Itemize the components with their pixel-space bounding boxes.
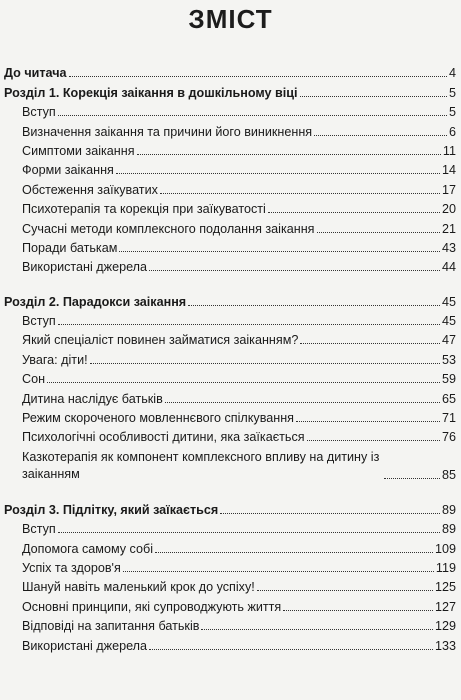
toc-entry[interactable] [4, 217, 456, 236]
toc-page-number: 129 [434, 619, 456, 634]
dot-leader [300, 96, 447, 97]
toc-entry[interactable] [4, 426, 456, 445]
toc-entry[interactable] [4, 329, 456, 348]
toc-entry[interactable] [4, 615, 456, 634]
toc-entry-label: Психологічні особливості дитини, яка заїкається [22, 430, 305, 445]
toc-page-number: 21 [441, 221, 456, 236]
toc-entry-label: Психотерапія та корекція при заїкуватості [22, 202, 266, 217]
toc-page-number: 4 [448, 66, 456, 81]
toc-entry-label: Допомога самому собі [22, 541, 153, 556]
toc-entry[interactable] [4, 310, 456, 329]
toc-entry[interactable] [4, 407, 456, 426]
toc-page-number: 5 [448, 85, 456, 100]
toc-entry[interactable] [4, 237, 456, 256]
toc-page-number: 14 [441, 163, 456, 178]
toc-entry-label: Розділ 2. Парадокси заікання [4, 294, 187, 309]
toc-entry[interactable] [4, 557, 456, 576]
toc-entry[interactable] [4, 348, 456, 367]
toc-entry-label: Відповіді на запитання батьків [22, 619, 200, 634]
toc-page-number: 47 [441, 333, 456, 348]
section-gap [4, 275, 456, 290]
toc-section-3 [4, 498, 456, 653]
dot-leader [314, 135, 447, 136]
toc-page-number: 6 [448, 124, 456, 139]
toc-entry[interactable] [4, 101, 456, 120]
dot-leader [58, 115, 447, 116]
toc-page-number: 85 [441, 468, 456, 483]
dot-leader [160, 193, 440, 194]
toc-entry[interactable] [4, 368, 456, 387]
dot-leader [188, 305, 440, 306]
dot-leader [47, 382, 440, 383]
toc-entry-label: Дитина наслідує батьків [22, 391, 163, 406]
toc-entry[interactable] [4, 576, 456, 595]
toc-page-number: 59 [441, 372, 456, 387]
toc-page-number: 89 [441, 522, 456, 537]
dot-leader [300, 343, 440, 344]
toc-section-heading[interactable] [4, 290, 456, 309]
section-gap [4, 483, 456, 498]
toc-entry-label: Вступ [22, 314, 56, 329]
toc-entry-label: Використані джерела [22, 260, 148, 275]
toc-page-number: 5 [448, 105, 456, 120]
toc-section-2 [4, 290, 456, 483]
toc-page-number: 65 [441, 391, 456, 406]
toc-entry[interactable] [4, 387, 456, 406]
dot-leader [69, 76, 447, 77]
dot-leader [123, 571, 434, 572]
toc-entry-label: До читача [4, 66, 67, 81]
toc-entry-label: Обстеження заїкуватих [22, 182, 158, 197]
toc-page-number: 45 [441, 294, 456, 309]
toc-entry[interactable] [4, 634, 456, 653]
toc-page-number: 76 [441, 430, 456, 445]
toc-page-number: 133 [434, 638, 456, 653]
dot-leader [58, 532, 440, 533]
toc-page-number: 109 [434, 541, 456, 556]
toc-entry[interactable] [4, 198, 456, 217]
dot-leader [283, 610, 433, 611]
toc-page-number: 20 [441, 202, 456, 217]
toc-entry-label: Сучасні методи комплексного подолання заікання [22, 221, 315, 236]
dot-leader [317, 232, 440, 233]
dot-leader [268, 212, 440, 213]
toc-page-number: 17 [441, 182, 456, 197]
toc-page-number: 45 [441, 314, 456, 329]
toc-entry-label: Форми заікання [22, 163, 114, 178]
dot-leader [165, 402, 440, 403]
toc-page-number: 127 [434, 599, 456, 614]
toc-section-1 [4, 81, 456, 275]
toc-entry-label: Сон [22, 372, 46, 387]
toc-page-number: 44 [441, 260, 456, 275]
dot-leader [307, 440, 440, 441]
toc-entry-intro[interactable] [4, 62, 456, 81]
dot-leader [149, 270, 440, 271]
toc-page-number: 119 [435, 560, 456, 575]
toc-entry-label: Який спеціаліст повинен займатися заіканням? [22, 333, 299, 348]
toc-page-number: 71 [441, 411, 456, 426]
dot-leader [116, 173, 440, 174]
toc-entry[interactable] [4, 140, 456, 159]
toc-section-heading[interactable] [4, 81, 456, 100]
toc-entry[interactable] [4, 595, 456, 614]
toc-entry[interactable] [4, 518, 456, 537]
toc-entry-label: Симптоми заікання [22, 143, 135, 158]
toc-page-number: 89 [441, 502, 456, 517]
toc-entry-label: Режим скороченого мовленнєвого спілкування [22, 411, 294, 426]
dot-leader [220, 513, 440, 514]
page-title: ЗМІСТ [188, 4, 273, 34]
dot-leader [155, 552, 433, 553]
toc-entry-label: Вступ [22, 105, 56, 120]
toc-entry[interactable] [4, 256, 456, 275]
toc-entry-label: Вступ [22, 522, 56, 537]
dot-leader [58, 324, 440, 325]
dot-leader [137, 154, 441, 155]
toc-page-number: 43 [441, 240, 456, 255]
toc-entry-label: Розділ 3. Підлітку, який заїкається [4, 502, 219, 517]
dot-leader [384, 478, 440, 479]
dot-leader [257, 590, 433, 591]
dot-leader [201, 629, 433, 630]
toc-entry[interactable] [4, 537, 456, 556]
toc-entry-label: Основні принципи, які супроводжують життя [22, 599, 282, 614]
toc-entry-label: Успіх та здоров'я [22, 560, 121, 575]
toc-entry-label: Визначення заікання та причини його виникнення [22, 124, 313, 139]
dot-leader [119, 251, 440, 252]
toc-entry-label: Шануй навіть маленький крок до успіху! [22, 580, 255, 595]
toc-section-heading[interactable] [4, 498, 456, 517]
toc-entry-label: Казкотерапія як компонент комплексного впливу на дитину із заіканням [22, 450, 380, 482]
toc-entry-label: Поради батькам [22, 240, 118, 255]
dot-leader [296, 421, 440, 422]
toc-page-number: 11 [442, 143, 456, 158]
toc-entry-label: Увага: діти! [22, 352, 88, 367]
table-of-contents [4, 62, 456, 654]
toc-page-number: 125 [434, 580, 456, 595]
toc-page-number: 53 [441, 352, 456, 367]
dot-leader [149, 649, 433, 650]
toc-entry[interactable] [4, 120, 456, 139]
toc-entry[interactable] [4, 445, 456, 483]
dot-leader [90, 363, 440, 364]
toc-entry[interactable] [4, 178, 456, 197]
toc-entry-label: Розділ 1. Корекція заікання в дошкільному віці [4, 85, 298, 100]
toc-entry[interactable] [4, 159, 456, 178]
toc-entry-label: Використані джерела [22, 638, 148, 653]
